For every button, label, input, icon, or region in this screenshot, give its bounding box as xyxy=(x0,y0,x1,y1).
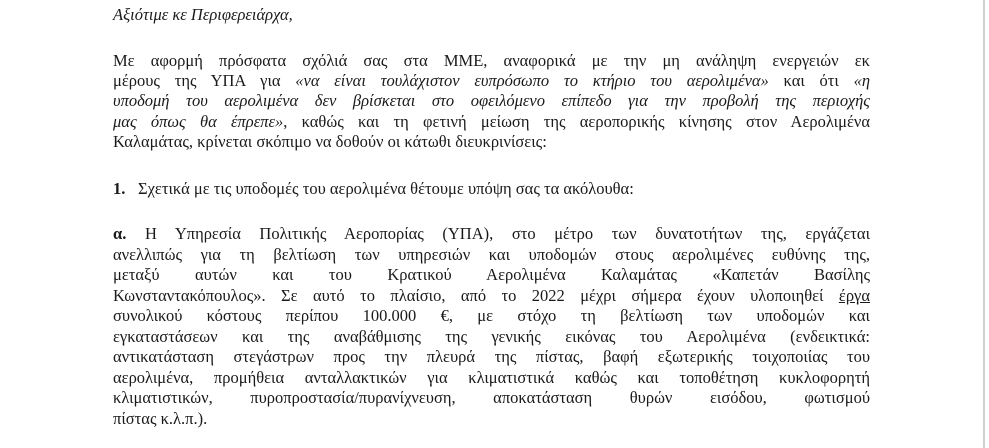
salutation: Αξιότιμε κε Περιφερειάρχα, xyxy=(113,5,293,24)
text-run: εγκαταστάσεων και της αναβάθμισης της γενικής εικόνας του Αερολιμένα (ενδεικτικά: xyxy=(113,327,870,346)
section-text: Σχετικά με τις υποδομές του αερολιμένα θέτουμε υπόψη σας τα ακόλουθα: xyxy=(138,179,634,198)
italic-quote: μας όπως θα έπρεπε» xyxy=(113,112,284,131)
text-run: αντικατάσταση στεγάστρων προς την πλευρά της πίστας, βαφή εξωτερικής τοιχοποιίας του xyxy=(113,347,870,366)
text-run: Κωνσταντακόπουλος». Σε αυτό το πλαίσιο, από το 2022 μέχρι σήμερα έχουν υλοποιηθεί xyxy=(113,286,839,305)
point-a-line xyxy=(113,306,870,326)
text-run: Η Υπηρεσία Πολιτικής Αεροπορίας (ΥΠΑ), στο μέτρο των δυνατοτήτων της, εργάζεται xyxy=(144,224,871,243)
point-a-text xyxy=(145,224,870,243)
intro-line xyxy=(113,132,870,152)
intro-line xyxy=(113,91,870,111)
text-run: πίστας κ.λ.π.). xyxy=(113,409,208,428)
point-label: α. xyxy=(113,224,127,243)
intro-line xyxy=(113,51,870,71)
text-run: μεταξύ αυτών και του Κρατικού Αερολιμένα Καλαμάτας «Καπετάν Βασίλης xyxy=(113,265,870,284)
text-run: Καλαμάτας, κρίνεται σκόπιμο να δοθούν οι κάτωθι διευκρινίσεις: xyxy=(113,132,547,151)
intro-line xyxy=(113,71,870,91)
text-run: ανελλιπώς για τη βελτίωση των υπηρεσιών και υποδομών στους αερολιμένες ευθύνης της, xyxy=(113,245,870,264)
italic-quote: υποδομή του αερολιμένα δεν βρίσκεται στο οφειλόμενο επίπεδο για την προβολή της περιοχής xyxy=(113,91,870,110)
intro-line xyxy=(113,112,870,132)
point-a-line xyxy=(113,286,870,306)
text-run: , καθώς και τη φετινή μείωση της αεροπορικής κίνησης στον Αερολιμένα xyxy=(283,112,870,131)
italic-quote: «να είναι τουλάχιστον ευπρόσωπο το κτήριο του αερολιμένα» xyxy=(295,71,769,90)
point-a-line xyxy=(113,327,870,347)
point-a-line xyxy=(113,265,870,285)
point-a-line xyxy=(113,347,870,367)
point-a-line xyxy=(113,368,870,388)
text-run: μέρους της ΥΠΑ για xyxy=(113,71,296,90)
text-run: αερολιμένα, προμήθεια ανταλλακτικών για κλιματιστικά καθώς και τοποθέτηση κυκλοφορητή xyxy=(113,368,870,387)
text-run: κλιματιστικών, πυροπροστασία/πυρανίχνευση, αποκατάσταση θυρών εισόδου, φωτισμού xyxy=(113,388,870,407)
text-run: και ότι xyxy=(768,71,854,90)
page-edge xyxy=(983,0,985,448)
point-a-line xyxy=(113,245,870,265)
point-a-line xyxy=(113,388,870,408)
underlined-text: έργα xyxy=(838,286,870,305)
text-run: συνολικού κόστους περίπου 100.000 €, με στόχο τη βελτίωση των υποδομών και xyxy=(113,306,870,325)
section-number: 1. xyxy=(113,179,126,198)
point-a-line xyxy=(113,409,870,429)
text-run: Με αφορμή πρόσφατα σχόλιά σας στα ΜΜΕ, αναφορικά με την μη ανάληψη ενεργειών εκ xyxy=(113,51,870,70)
section-1-heading xyxy=(113,179,870,199)
italic-quote: «η xyxy=(853,71,871,90)
point-a-line xyxy=(113,224,870,244)
